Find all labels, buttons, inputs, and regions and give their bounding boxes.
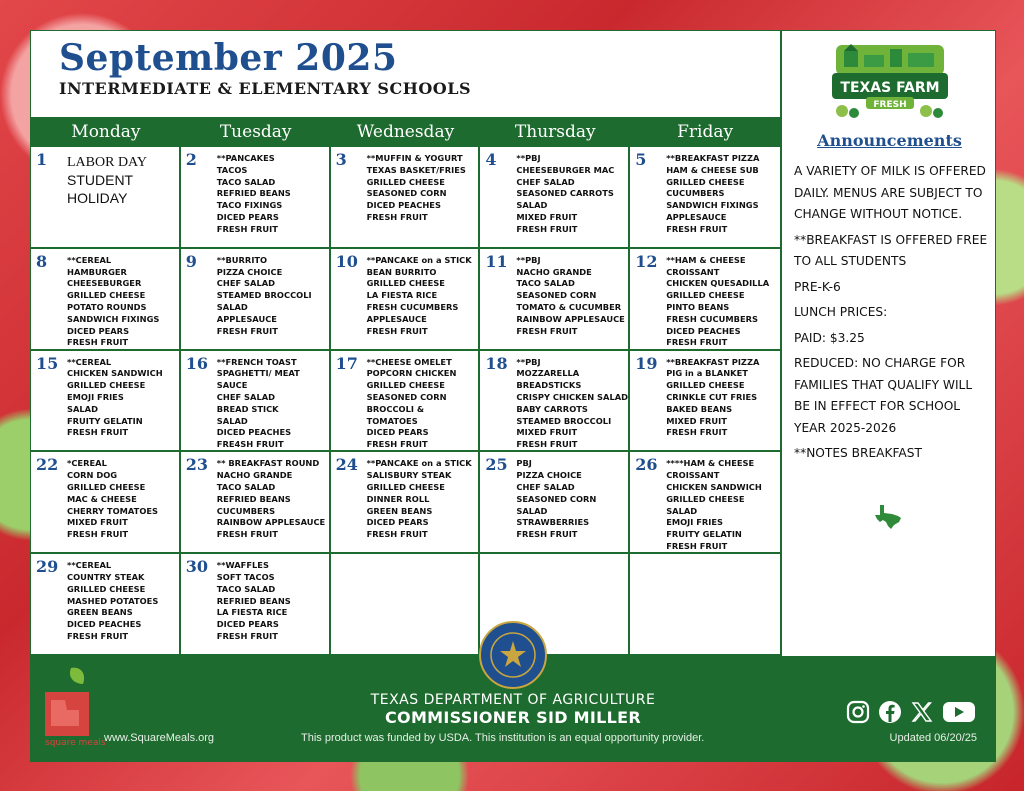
menu-calendar <box>30 30 996 762</box>
menu-item: FRESH FRUIT <box>666 337 728 348</box>
day-number: 16 <box>185 353 209 373</box>
menu-item: MIXED FRUIT <box>516 211 578 222</box>
menu-item: FRESH FRUIT <box>216 223 278 234</box>
menu-item: **PANCAKE on a STICK <box>366 458 472 469</box>
menu-item: FRESH FRUIT <box>366 325 428 336</box>
menu-item: **CEREAL <box>67 254 112 265</box>
menu-item: **CEREAL <box>67 356 112 367</box>
menu-item: GRILLED CHEESE <box>366 481 445 492</box>
menu-item: DICED PEACHES <box>216 427 292 438</box>
menu-item: FRESH FRUIT <box>67 427 129 438</box>
day-number: 8 <box>36 251 48 271</box>
calendar-day-cell <box>630 147 780 249</box>
social-links <box>846 700 976 729</box>
announcement-item: **BREAKFAST IS OFFERED FREE TO ALL STUDENTS <box>794 232 988 268</box>
menu-item: FRESH FRUIT <box>666 540 728 551</box>
menu-item: BEAN BURRITO <box>366 266 437 277</box>
menu-item: REFRIED BEANS <box>216 188 291 199</box>
menu-item: STEAMED BROCCOLI <box>216 290 312 301</box>
menu-item: CUCUMBERS <box>666 188 725 199</box>
menu-item: **PBJ <box>516 254 541 265</box>
menu-item: POPCORN CHICKEN <box>366 368 457 379</box>
menu-item: GRILLED CHEESE <box>67 380 146 391</box>
menu-item: FRUITY GELATIN <box>666 529 742 540</box>
website-link[interactable]: www.SquareMeals.org <box>104 732 215 744</box>
day-number: 2 <box>185 150 197 169</box>
menu-item: REFRIED BEANS <box>216 595 291 606</box>
menu-item: BAKED BEANS <box>666 403 733 414</box>
calendar-day-cell <box>31 249 181 351</box>
menu-item: DICED PEARS <box>366 427 429 438</box>
menu-list <box>217 458 326 541</box>
menu-item: GRILLED CHEESE <box>366 380 445 391</box>
menu-list <box>666 357 777 440</box>
menu-item: ****HAM & CHEESE <box>666 458 755 469</box>
menu-item: **CEREAL <box>67 560 112 571</box>
calendar-day-cell <box>181 452 331 554</box>
menu-item: NACHO GRANDE <box>216 470 293 481</box>
menu-item: FRE4SH FRUIT <box>216 439 284 450</box>
calendar-day-cell <box>331 452 481 554</box>
menu-item: **PANCAKES <box>216 153 275 163</box>
weekday-monday: Monday <box>71 122 141 142</box>
menu-item: CHEF SALAD <box>216 391 276 402</box>
day-number: 18 <box>485 353 508 373</box>
announcements-body <box>794 161 990 469</box>
tda-seal <box>478 620 548 690</box>
menu-item: ** BREAKFAST ROUND <box>216 458 320 469</box>
calendar-day-cell <box>31 554 181 656</box>
menu-item: SEASONED CORN <box>516 493 597 504</box>
announcement-item: REDUCED: NO CHARGE FOR FAMILIES THAT QUALIFY WILL BE IN EFFECT FOR SCHOOL YEAR 2025-2026 <box>794 356 973 435</box>
menu-item: FRUITY GELATIN <box>67 415 143 426</box>
menu-item: SALAD <box>216 301 248 312</box>
menu-item: PINTO BEANS <box>666 301 730 312</box>
day-number: 22 <box>36 455 59 475</box>
calendar-day-cell <box>331 249 481 351</box>
menu-item: PIZZA CHOICE <box>516 470 582 481</box>
day-number: 19 <box>635 353 658 373</box>
menu-item: EMOJI FRIES <box>666 517 724 528</box>
page-title: September 2025 <box>59 37 398 79</box>
menu-item: FRESH FRUIT <box>216 529 278 540</box>
menu-item: MOZZARELLA <box>516 368 580 379</box>
menu-item: CRISPY CHICKEN SALAD <box>516 391 629 402</box>
menu-item: **BURRITO <box>216 254 268 265</box>
menu-list <box>666 255 777 349</box>
menu-item: **PANCAKE on a STICK <box>366 254 472 265</box>
menu-item: FRESH FRUIT <box>666 427 728 438</box>
texas-farm-fresh-logo <box>828 41 952 119</box>
menu-item: GRILLED CHEESE <box>67 481 146 492</box>
day-number: 10 <box>335 251 358 271</box>
menu-item: TACO SALAD <box>216 176 276 187</box>
calendar-day-cell <box>31 351 181 453</box>
menu-item: PIZZA CHOICE <box>216 266 283 277</box>
menu-item: **CHEESE OMELET <box>366 356 452 367</box>
menu-item: CUCUMBERS <box>216 505 276 516</box>
svg-text:TEXAS FARM: TEXAS FARM <box>840 80 940 96</box>
day-number: 1 <box>36 150 48 169</box>
menu-item: CORN DOG <box>67 470 118 481</box>
calendar-day-cell <box>480 452 630 554</box>
day-number: 25 <box>485 455 508 475</box>
facebook-icon[interactable] <box>878 700 902 729</box>
menu-item: **MUFFIN & YOGURT <box>366 153 463 163</box>
menu-item: GRILLED CHEESE <box>67 583 146 594</box>
menu-item: FRESH FRUIT <box>516 325 578 336</box>
menu-item: SAUCE <box>216 380 248 391</box>
menu-item: PIG in a BLANKET <box>666 368 748 379</box>
menu-item: BABY CARROTS <box>516 403 588 414</box>
calendar-day-cell <box>181 147 331 249</box>
announcement-item: LUNCH PRICES: <box>794 305 888 319</box>
day-number: 3 <box>335 150 347 169</box>
menu-item: SALAD <box>516 505 548 516</box>
menu-list <box>217 153 326 236</box>
menu-item: MIXED FRUIT <box>516 427 578 438</box>
menu-item: SEASONED CARROTS <box>516 188 614 199</box>
agency-name: TEXAS DEPARTMENT OF AGRICULTURE <box>370 692 656 708</box>
texas-state-icon <box>874 504 902 530</box>
menu-item: FRESH FRUIT <box>516 529 578 540</box>
menu-item: DICED PEARS <box>67 325 130 336</box>
menu-item: GRILLED CHEESE <box>366 176 445 187</box>
calendar-day-cell <box>630 452 780 554</box>
menu-item: DICED PEACHES <box>366 200 441 211</box>
menu-item: **PBJ <box>516 356 541 367</box>
menu-item: GRILLED CHEESE <box>366 278 445 289</box>
menu-item: PBJ <box>516 458 532 469</box>
menu-item: GRILLED CHEESE <box>666 380 745 391</box>
calendar-day-cell <box>480 147 630 249</box>
menu-item: FRESH FRUIT <box>366 439 428 450</box>
calendar-day-cell <box>480 351 630 453</box>
menu-item: FRESH FRUIT <box>216 325 278 336</box>
menu-item: EMOJI FRIES <box>67 391 124 402</box>
menu-item: COUNTRY STEAK <box>67 571 145 582</box>
calendar-header <box>31 31 780 117</box>
menu-list <box>516 255 625 338</box>
menu-item: FRESH FRUIT <box>516 439 578 450</box>
day-number: 23 <box>185 455 209 475</box>
menu-item: GRILLED CHEESE <box>67 290 146 301</box>
day-number: 4 <box>485 150 497 169</box>
commissioner-name: COMMISSIONER SID MILLER <box>385 708 641 727</box>
announcement-item: A VARIETY OF MILK IS OFFERED DAILY. MENUS ARE SUBJECT TO CHANGE WITHOUT NOTICE. <box>794 164 986 221</box>
menu-item: HAM & CHEESE SUB <box>666 164 759 175</box>
menu-item: STRAWBERRIES <box>516 517 590 528</box>
menu-item: BREADSTICKS <box>516 380 582 391</box>
menu-item: GREEN BEANS <box>67 607 133 618</box>
menu-item: CHEF SALAD <box>516 176 575 187</box>
announcements-sidebar <box>780 31 997 656</box>
announcement-item: PRE-K-6 <box>794 279 841 294</box>
menu-item: REFRIED BEANS <box>216 493 291 504</box>
day-number: 29 <box>36 557 59 577</box>
menu-item: TOMATO & CUCUMBER <box>516 301 622 312</box>
menu-item: CHERRY TOMATOES <box>67 505 159 516</box>
menu-item: TOMATOES <box>366 415 418 426</box>
menu-item: TACO FIXINGS <box>216 200 283 211</box>
holiday-title: LABOR DAY <box>67 155 147 170</box>
menu-item: SPAGHETTI/ MEAT <box>216 368 300 379</box>
menu-item: BREAD STICK <box>216 403 279 414</box>
menu-item: DICED PEACHES <box>67 619 142 630</box>
menu-item: SANDWICH FIXINGS <box>67 313 160 324</box>
menu-list <box>516 458 625 541</box>
calendar-grid <box>31 147 780 656</box>
menu-item: DICED PEARS <box>366 517 429 528</box>
svg-text:square meals: square meals <box>45 738 106 748</box>
menu-list <box>367 255 476 338</box>
day-number: 17 <box>335 353 358 373</box>
menu-item: RAINBOW APPLESAUCE <box>516 313 625 324</box>
menu-list <box>217 255 326 338</box>
menu-item: FRESH FRUIT <box>366 529 428 540</box>
menu-item: CROISSANT <box>666 266 720 277</box>
menu-item: GRILLED CHEESE <box>666 290 745 301</box>
menu-item: TACO SALAD <box>516 278 575 289</box>
menu-item: SEASONED CORN <box>366 188 447 199</box>
menu-item: DICED PEACHES <box>666 325 741 336</box>
menu-item: TEXAS BASKET/FRIES <box>366 164 466 175</box>
menu-list <box>217 357 326 451</box>
menu-item: SOFT TACOS <box>216 571 275 582</box>
calendar-day-cell <box>630 249 780 351</box>
weekday-tuesday: Tuesday <box>219 122 292 142</box>
menu-item: MIXED FRUIT <box>666 415 727 426</box>
menu-item: FRESH FRUIT <box>516 223 578 234</box>
day-number: 5 <box>635 150 647 169</box>
menu-item: CHEF SALAD <box>216 278 276 289</box>
holiday-line: STUDENT <box>67 172 134 188</box>
menu-item: CHEF SALAD <box>516 481 575 492</box>
menu-item: DICED PEARS <box>216 211 279 222</box>
menu-item: FRESH FRUIT <box>216 630 278 641</box>
calendar-day-cell <box>31 452 181 554</box>
menu-item: HAMBURGER <box>67 266 127 277</box>
menu-item: TACO SALAD <box>216 481 276 492</box>
menu-list <box>367 458 476 541</box>
menu-item: APPLESAUCE <box>666 211 727 222</box>
menu-item: GRILLED CHEESE <box>666 176 745 187</box>
menu-item: MASHED POTATOES <box>67 595 159 606</box>
menu-item: POTATO ROUNDS <box>67 301 147 312</box>
menu-item: **BREAKFAST PIZZA <box>666 356 760 367</box>
menu-item: SALAD <box>216 415 248 426</box>
menu-item: SEASONED CORN <box>516 290 597 301</box>
updated-date: Updated 06/20/25 <box>889 732 977 744</box>
menu-item: FRESH FRUIT <box>67 630 129 641</box>
menu-item: FRESH CUCUMBERS <box>366 301 459 312</box>
menu-item: **WAFFLES <box>216 560 269 571</box>
youtube-icon[interactable] <box>942 700 976 729</box>
menu-item: FRESH FRUIT <box>67 529 129 540</box>
announcement-item: PAID: $3.25 <box>794 330 865 345</box>
svg-text:FRESH: FRESH <box>873 100 907 110</box>
menu-item: FRESH FRUIT <box>67 337 129 348</box>
menu-item: CHICKEN SANDWICH <box>67 368 163 379</box>
menu-list <box>67 560 176 643</box>
menu-item: CHICKEN SANDWICH <box>666 481 762 492</box>
calendar-day-cell <box>31 147 181 249</box>
menu-item: **FRENCH TOAST <box>216 356 297 367</box>
day-number: 30 <box>185 557 209 577</box>
menu-list <box>67 357 176 440</box>
weekday-friday: Friday <box>677 122 734 142</box>
menu-list <box>67 458 176 541</box>
menu-item: CHICKEN QUESADILLA <box>666 278 770 289</box>
menu-item: FRESH FRUIT <box>666 223 728 234</box>
menu-item: LA FIESTA RICE <box>366 290 438 301</box>
holiday-line: HOLIDAY <box>67 190 128 206</box>
menu-list <box>67 255 176 349</box>
menu-item: **PBJ <box>516 153 541 163</box>
menu-item: SALAD <box>666 505 698 516</box>
menu-item: SEASONED CORN <box>366 391 447 402</box>
day-number: 9 <box>185 251 197 271</box>
menu-item: DICED PEARS <box>216 619 279 630</box>
menu-item: CROISSANT <box>666 470 720 481</box>
menu-item: MAC & CHEESE <box>67 493 137 504</box>
calendar-day-cell <box>331 554 481 656</box>
day-number: 12 <box>635 251 658 271</box>
calendar-day-cell <box>181 351 331 453</box>
menu-list <box>516 153 625 236</box>
day-number: 11 <box>485 251 508 271</box>
menu-item: *CEREAL <box>67 458 107 469</box>
menu-item: CHEESEBURGER <box>67 278 142 289</box>
weekday-wednesday: Wednesday <box>356 122 455 142</box>
calendar-day-cell <box>181 249 331 351</box>
x-icon[interactable] <box>910 700 934 729</box>
weekday-thursday: Thursday <box>514 122 596 142</box>
page-subtitle: INTERMEDIATE & ELEMENTARY SCHOOLS <box>59 79 471 98</box>
menu-item: BROCCOLI & <box>366 403 425 414</box>
weekday-header-bar <box>31 117 780 147</box>
menu-item: APPLESAUCE <box>366 313 427 324</box>
calendar-day-cell <box>480 249 630 351</box>
calendar-day-cell <box>630 351 780 453</box>
menu-item: SALAD <box>67 403 98 414</box>
announcement-item: **NOTES BREAKFAST <box>794 446 922 460</box>
menu-item: TACO SALAD <box>216 583 276 594</box>
menu-item: SALISBURY STEAK <box>366 470 452 481</box>
menu-item: FRESH CUCUMBERS <box>666 313 758 324</box>
menu-item: STEAMED BROCCOLI <box>516 415 612 426</box>
funding-statement: This product was funded by USDA. This institution is an equal opportunity provider. <box>301 732 705 744</box>
menu-item: **HAM & CHEESE <box>666 254 746 265</box>
calendar-day-cell <box>181 554 331 656</box>
day-number: 26 <box>635 455 658 475</box>
holiday-note <box>67 155 147 207</box>
calendar-day-cell <box>331 351 481 453</box>
menu-list <box>516 356 629 451</box>
menu-item: SANDWICH FIXINGS <box>666 200 759 211</box>
menu-item: CHEESEBURGER MAC <box>516 164 615 175</box>
menu-list <box>217 560 326 643</box>
menu-item: APPLESAUCE <box>216 313 277 324</box>
menu-item: TACOS <box>216 164 248 175</box>
menu-item: FRESH FRUIT <box>366 211 428 222</box>
menu-list <box>666 153 777 236</box>
menu-item: NACHO GRANDE <box>516 266 592 277</box>
calendar-day-cell <box>331 147 481 249</box>
menu-list <box>367 357 476 451</box>
day-number: 15 <box>36 353 59 373</box>
menu-item: DINNER ROLL <box>366 493 430 504</box>
calendar-day-cell <box>630 554 780 656</box>
menu-item: GRILLED CHEESE <box>666 493 745 504</box>
menu-item: CRINKLE CUT FRIES <box>666 391 758 402</box>
menu-item: GREEN BEANS <box>366 505 433 516</box>
menu-item: MIXED FRUIT <box>67 517 128 528</box>
menu-item: SALAD <box>516 200 548 211</box>
menu-item: **BREAKFAST PIZZA <box>666 153 760 163</box>
footer <box>31 656 995 761</box>
menu-list <box>367 153 476 224</box>
instagram-icon[interactable] <box>846 700 870 729</box>
day-number: 24 <box>335 455 358 475</box>
menu-item: RAINBOW APPLESAUCE <box>216 517 326 528</box>
menu-list <box>666 458 777 552</box>
menu-item: LA FIESTA RICE <box>216 607 288 618</box>
announcements-title: Announcements <box>817 131 962 150</box>
